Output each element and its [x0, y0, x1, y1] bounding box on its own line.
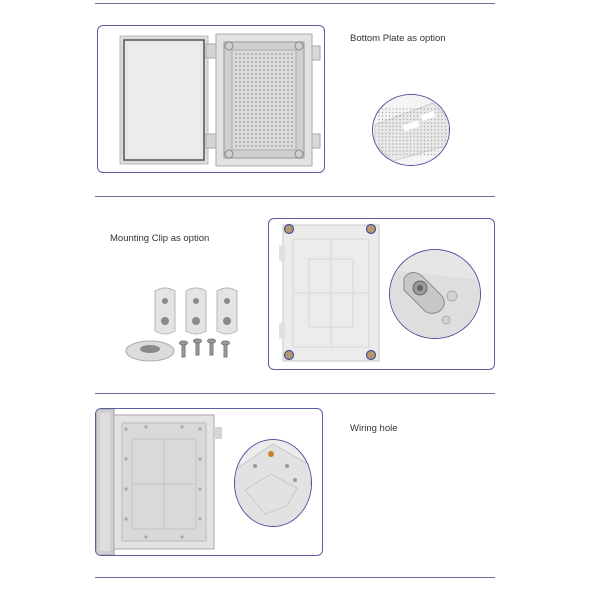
open-enclosure-image: [98, 26, 324, 172]
bottom-plate-label: Bottom Plate as option: [350, 33, 446, 44]
enclosure-back-photo: [268, 218, 495, 370]
divider-1: [95, 196, 495, 197]
mounting-clips-photo: [120, 285, 250, 370]
wiring-hole-label: Wiring hole: [350, 423, 398, 434]
mounting-clip-label: Mounting Clip as option: [110, 233, 210, 244]
wiring-hole-detail: [234, 439, 312, 527]
divider-bottom: [95, 577, 495, 578]
enclosure-interior-photo: [95, 408, 323, 556]
divider-2: [95, 393, 495, 394]
divider-top: [95, 3, 495, 4]
mounting-clip-detail: [389, 249, 481, 339]
bottom-plate-detail: [372, 94, 450, 166]
enclosure-open-photo: [97, 25, 325, 173]
